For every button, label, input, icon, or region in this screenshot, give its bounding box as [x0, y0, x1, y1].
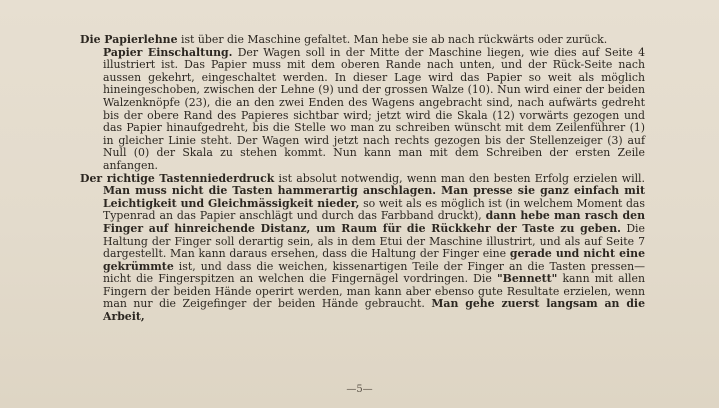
text-segment-1: ist absolut notwendig, wenn man den besten Erfolg erzielen will.	[274, 171, 645, 185]
emphasis-segment-3: gerade und nicht eine gekrümmte	[103, 247, 645, 273]
emphasis-segment-2: dann hebe man rasch den Finger auf hinreichende Distanz, um Raum für die Rückkehr der Taste zu geben.	[103, 209, 645, 235]
body-text	[80, 34, 645, 324]
text-segment-3: Die Haltung der Finger soll derartig sein, als in dem Etui der Maschine illustrirt, und als auf Seite 7 dargestellt. Man kann daraus ersehen, dass die Haltung der Finger eine	[103, 221, 645, 261]
text-papierlehne: ist über die Maschine gefaltet. Man hebe sie ab nach rückwärts oder zurück.	[177, 33, 608, 46]
emphasis-segment-1: Man muss nicht die Tasten hammerartig anschlagen. Man presse sie ganz einfach mit Leichtigkeit und Gleichmässigkeit nieder,	[103, 184, 645, 210]
heading-tastenniederdruck: Der richtige Tastenniederdruck	[80, 171, 275, 185]
heading-papier-einschaltung: Papier Einschaltung.	[103, 45, 233, 59]
text-segment-2: so weit als es möglich ist (in welchem Moment das Typenrad an das Papier anschlägt und durch das Farbband druckt),	[103, 196, 645, 223]
emphasis-segment-5: Man gehe zuerst langsam an die Arbeit,	[103, 297, 645, 324]
paragraph-tastenniederdruck	[80, 173, 645, 324]
emphasis-segment-4: "Bennett"	[497, 272, 558, 286]
page-number: —5—	[346, 384, 373, 395]
heading-papierlehne: Die Papierlehne	[80, 33, 178, 46]
text-papier-einschaltung: Der Wagen soll in der Mitte der Maschine liegen, wie dies auf Seite 4 illustriert ist. Das Papier muss mit dem oberen Rande nach unten, und der Rück-Seite nach aussen gekehrt, eingeschaltet werden. In dieser Lage wird das Papier so weit als möglich hineingeschoben, zwischen der Lehne (9) und der grossen Walze (10). Nun wird einer der beiden Walzenknöpfe (23), die an den zwei Enden des Wagens angebracht sind, nach aufwärts gedreht bis der obere Rand des Papieres sichtbar wird; jetzt wird die Skala (12) vorwärts gezogen und das Papier hinaufgedreht, bis die Stelle wo man zu schreiben wünscht mit dem Zeilenführer (1) in gleicher Linie steht. Der Wagen wird jetzt nach rechts gezogen bis der Stellenzeiger (3) auf Null (0) der Skala zu stehen kommt. Nun kann man mit dem Schreiben der ersten Zeile anfangen.	[103, 45, 646, 172]
text-segment-5: kann mit allen Fingern der beiden Hände operirt werden, man kann aber ebenso gute Resultate erzielen, wenn man nur die Zeigefinger der beiden Hände gebraucht.	[103, 272, 645, 311]
paragraph-papier-einschaltung	[80, 47, 645, 173]
text-segment-4: ist, und dass die weichen, kissenartigen Teile der Finger an die Tasten pressen—nicht die Fingerspitzen an welchen die Fingernägel vordringen. Die	[103, 259, 645, 286]
